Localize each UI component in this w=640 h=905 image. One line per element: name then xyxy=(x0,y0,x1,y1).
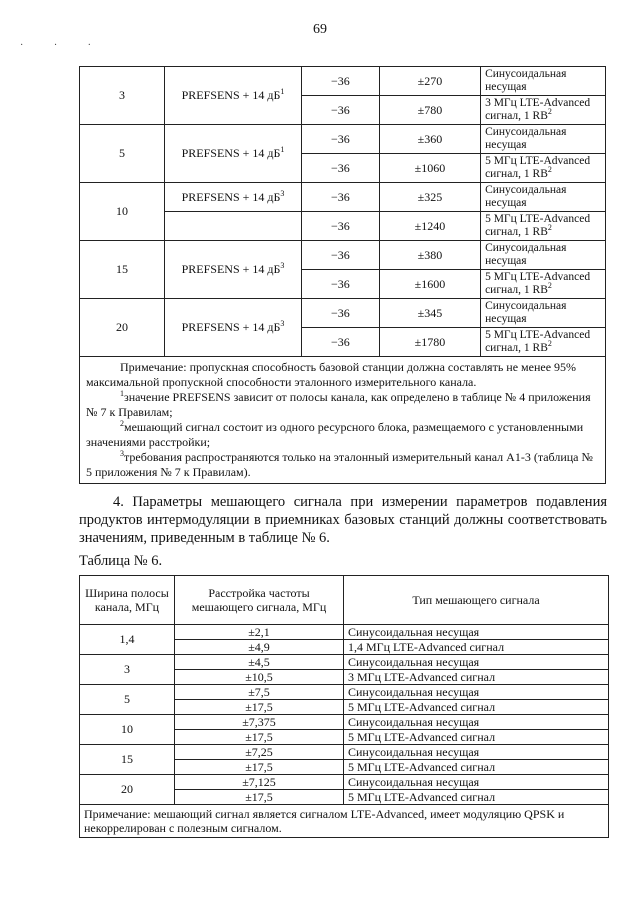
signal-type-cell: 1,4 МГц LTE-Advanced сигнал xyxy=(344,640,609,655)
signal-type-cell: 5 МГц LTE-Advanced сигнал xyxy=(344,760,609,775)
signal-type-cell: 3 МГц LTE-Advanced сигнал xyxy=(344,670,609,685)
table2-row xyxy=(80,685,609,700)
table2-row xyxy=(80,745,609,760)
table2-row xyxy=(80,625,609,640)
offset-cell: ±780 xyxy=(379,96,480,125)
offset-cell: ±1780 xyxy=(379,328,480,357)
offset-cell: ±1600 xyxy=(379,270,480,299)
offset-cell: ±7,375 xyxy=(175,715,344,730)
channel-cell: 15 xyxy=(80,241,165,299)
offset-cell: ±17,5 xyxy=(175,730,344,745)
signal-type-cell: Синусоидальная несущая xyxy=(344,715,609,730)
signal-type-cell: Синусоидальная несущая xyxy=(481,67,606,96)
bandwidth-cell: 5 xyxy=(80,685,175,715)
table1-row xyxy=(80,67,606,96)
table2-caption: Таблица № 6. xyxy=(79,553,163,569)
note-main: Примечание: пропускная способность базовой станции должна составлять не менее 95% максимальной пропускной способности эталонного измерительного канала. xyxy=(86,360,577,389)
table2-row xyxy=(80,775,609,790)
table1-row xyxy=(80,299,606,328)
paragraph-4: 4. Параметры мешающего сигнала при измерении параметров подавления продуктов интермодуляции в приемниках базовых станций должны соответствовать значениям, приведенным в таблице № 6. xyxy=(79,494,607,546)
power-cell: −36 xyxy=(301,241,379,270)
signal-type-cell: 5 МГц LTE-Advanced сигнал xyxy=(344,700,609,715)
bandwidth-cell: 1,4 xyxy=(80,625,175,655)
offset-cell: ±380 xyxy=(379,241,480,270)
offset-cell: ±345 xyxy=(379,299,480,328)
power-cell: −36 xyxy=(301,183,379,212)
channel-cell: 5 xyxy=(80,125,165,183)
table1-row xyxy=(80,241,606,270)
table2-note: Примечание: мешающий сигнал является сигналом LTE-Advanced, имеет модуляцию QPSK и некоррелирован с полезным сигналом. xyxy=(80,805,609,838)
offset-cell: ±7,25 xyxy=(175,745,344,760)
offset-cell: ±7,5 xyxy=(175,685,344,700)
signal-type-cell: Синусоидальная несущая xyxy=(344,655,609,670)
power-cell: −36 xyxy=(301,328,379,357)
offset-cell: ±1060 xyxy=(379,154,480,183)
signal-type-cell: Синусоидальная несущая xyxy=(481,183,606,212)
power-cell: −36 xyxy=(301,212,379,241)
bandwidth-cell: 15 xyxy=(80,745,175,775)
level-cell-empty xyxy=(165,212,302,241)
signal-type-cell: 5 МГц LTE-Advanced сигнал xyxy=(344,730,609,745)
signal-type-cell: 5 МГц LTE-Advanced сигнал, 1 $RB^2$ xyxy=(481,154,606,183)
bandwidth-cell: 3 xyxy=(80,655,175,685)
offset-cell: ±7,125 xyxy=(175,775,344,790)
channel-cell: 3 xyxy=(80,67,165,125)
signal-type-cell: 3 МГц LTE-Advanced сигнал, 1 $RB^2$ xyxy=(481,96,606,125)
level-cell: PREFSENS + 14 $дБ^1$ xyxy=(165,125,302,183)
header-bandwidth: Ширина полосы канала, МГц xyxy=(80,576,175,625)
offset-cell: ±17,5 xyxy=(175,790,344,805)
table2-row xyxy=(80,715,609,730)
table1-note xyxy=(80,357,606,484)
power-cell: −36 xyxy=(301,270,379,299)
offset-cell: ±360 xyxy=(379,125,480,154)
offset-cell: ±325 xyxy=(379,183,480,212)
table1-row xyxy=(80,125,606,154)
offset-cell: ±4,9 xyxy=(175,640,344,655)
signal-type-cell: 5 МГц LTE-Advanced сигнал, 1 $RB^2$ xyxy=(481,212,606,241)
signal-type-cell: 5 МГц LTE-Advanced сигнал, 1 $RB^2$ xyxy=(481,328,606,357)
offset-cell: ±2,1 xyxy=(175,625,344,640)
header-signal-type: Тип мешающего сигнала xyxy=(344,576,609,625)
bandwidth-cell: 20 xyxy=(80,775,175,805)
signal-type-cell: 5 МГц LTE-Advanced сигнал, 1 $RB^2$ xyxy=(481,270,606,299)
header-offset: Расстройка частоты мешающего сигнала, МГц xyxy=(175,576,344,625)
power-cell: −36 xyxy=(301,96,379,125)
footnote-2: $^2$мешающий сигнал состоит из одного ресурсного блока, размещаемого с установленными значениями расстройки; xyxy=(86,419,584,449)
signal-type-cell: Синусоидальная несущая xyxy=(481,299,606,328)
table2-row xyxy=(80,655,609,670)
offset-cell: ±10,5 xyxy=(175,670,344,685)
power-cell: −36 xyxy=(301,299,379,328)
level-cell: PREFSENS + 14 $дБ^3$ xyxy=(165,183,302,212)
channel-cell: 10 xyxy=(80,183,165,241)
offset-cell: ±17,5 xyxy=(175,700,344,715)
footnote-1: $^1$значение PREFSENS зависит от полосы канала, как определено в таблице № 4 приложения № 7 к Правилам; xyxy=(86,389,591,419)
table2-header-row xyxy=(80,576,609,625)
intermodulation-table xyxy=(79,575,609,838)
signal-type-cell: Синусоидальная несущая xyxy=(481,241,606,270)
table1-note-row xyxy=(80,357,606,484)
level-cell: PREFSENS + 14 $дБ^1$ xyxy=(165,67,302,125)
signal-type-cell: 5 МГц LTE-Advanced сигнал xyxy=(344,790,609,805)
scan-specks: · · · xyxy=(20,40,105,51)
level-cell: PREFSENS + 14 $дБ^3$ xyxy=(165,299,302,357)
level-cell: PREFSENS + 14 $дБ^3$ xyxy=(165,241,302,299)
footnote-3: $^3$требования распространяются только на эталонный измерительный канал A1-3 (таблица № 5 приложения № 7 к Правилам). xyxy=(86,449,593,479)
offset-cell: ±4,5 xyxy=(175,655,344,670)
table2-note-row xyxy=(80,805,609,838)
channel-cell: 20 xyxy=(80,299,165,357)
signal-type-cell: Синусоидальная несущая xyxy=(344,775,609,790)
power-cell: −36 xyxy=(301,154,379,183)
offset-cell: ±1240 xyxy=(379,212,480,241)
power-cell: −36 xyxy=(301,125,379,154)
offset-cell: ±17,5 xyxy=(175,760,344,775)
page-number: 69 xyxy=(313,22,327,37)
interference-table-continued xyxy=(79,66,606,484)
signal-type-cell: Синусоидальная несущая xyxy=(344,745,609,760)
signal-type-cell: Синусоидальная несущая xyxy=(481,125,606,154)
signal-type-cell: Синусоидальная несущая xyxy=(344,625,609,640)
table1-row xyxy=(80,183,606,212)
bandwidth-cell: 10 xyxy=(80,715,175,745)
offset-cell: ±270 xyxy=(379,67,480,96)
signal-type-cell: Синусоидальная несущая xyxy=(344,685,609,700)
power-cell: −36 xyxy=(301,67,379,96)
